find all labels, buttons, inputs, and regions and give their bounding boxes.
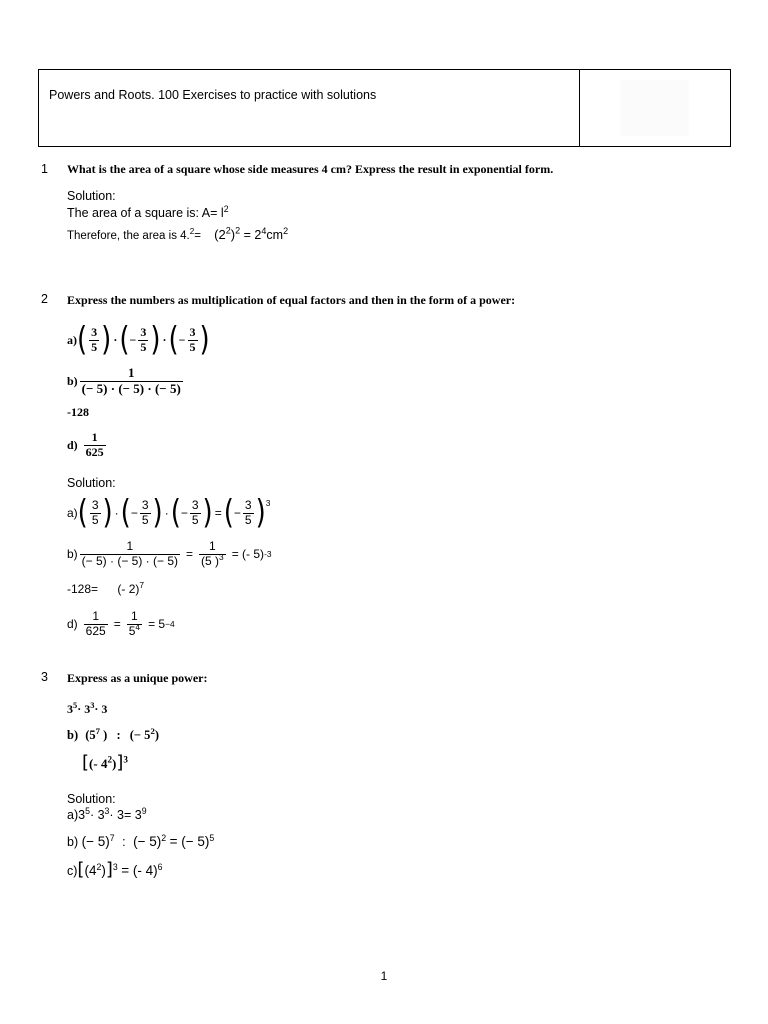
power-expression: $(2^2)^2$ (214, 225, 241, 242)
expression-c: -128 (67, 405, 89, 419)
paren: ) (102, 494, 113, 532)
solution-a: a) ( $\frac{3}{5}$ ) · ( − $\frac{3}{5}$ ) · ( − $\frac{3}{5}$ ) = ( − $\frac{3}{5}$ ) $^3$ (67, 494, 271, 532)
expression-b (67, 364, 185, 398)
item-label: c) (67, 864, 78, 878)
fraction (190, 499, 201, 528)
paren: ( (168, 321, 179, 359)
expression-right: (- 2) (117, 582, 140, 596)
expression-c (82, 754, 128, 772)
item-label: d) (67, 617, 78, 631)
base: (4 (84, 863, 97, 878)
header-box (38, 69, 731, 147)
solution-text: The area of a square is: A= l (67, 206, 224, 220)
paren: ) (152, 494, 163, 532)
item-label: b) (67, 373, 78, 388)
document-title: Powers and Roots. 100 Exercises to practice with solutions (49, 88, 377, 102)
fraction (80, 366, 183, 397)
numerator: 3 (91, 497, 99, 512)
fraction (90, 499, 101, 528)
exponent: 2 (189, 227, 195, 237)
numerator: 3 (91, 324, 98, 339)
paren: ( (77, 321, 88, 359)
fraction (140, 499, 151, 528)
paren: ) (150, 321, 161, 359)
exponent: 7 (139, 580, 145, 590)
result-text: = 2 (240, 228, 262, 242)
paren: ) (255, 494, 266, 532)
exponent: 4 (261, 226, 267, 237)
minus-sign: − (180, 506, 188, 520)
fraction (89, 326, 99, 355)
numerator: 3 (189, 324, 196, 339)
fraction (84, 610, 108, 639)
minus-sign: − (129, 332, 137, 347)
exponent: 3 (104, 805, 110, 816)
solution-b (67, 834, 214, 849)
exponent: 7 (95, 725, 101, 736)
exponent: 3 (123, 754, 128, 765)
denominator (199, 551, 226, 569)
base: (− 5 (129, 728, 151, 742)
denominator: 625 (85, 623, 106, 638)
fraction (127, 610, 142, 639)
numerator: 3 (191, 497, 199, 512)
denominator: 5 (140, 339, 147, 354)
numerator: 3 (140, 324, 147, 339)
base: 2 (218, 227, 226, 242)
minus-sign: − (178, 332, 186, 347)
denominator: (− 5) · (− 5) · (− 5) (81, 380, 181, 396)
multiply-dot: · (113, 332, 118, 347)
expression-part: · 3 (94, 702, 108, 716)
close-paren: ) (100, 728, 108, 742)
base: (− 5) (81, 834, 110, 849)
base: (- 4 (89, 756, 108, 771)
fraction (80, 540, 180, 569)
exercise-question: Express as a unique power: (67, 671, 208, 685)
exponent: 2 (235, 225, 241, 236)
equals-sign: = (113, 617, 121, 631)
fraction (188, 326, 198, 355)
multiply-dot: · (162, 332, 167, 347)
solution-c (67, 582, 144, 596)
item-label: d) (67, 437, 78, 452)
expression-part: · 3 (89, 808, 105, 822)
exponent: 5 (73, 701, 78, 710)
expression-b (67, 725, 159, 743)
numerator: 3 (141, 497, 149, 512)
numerator: 1 (209, 538, 216, 553)
colon: : (122, 835, 126, 849)
denominator: 5 (244, 512, 252, 527)
solution-line (67, 203, 229, 220)
paren: ( (170, 494, 181, 532)
paren: ( (77, 494, 88, 532)
exponent: 5 (209, 832, 215, 843)
close-paren: ) (112, 756, 117, 771)
exponent: 3 (90, 701, 95, 710)
base: 5 (128, 623, 136, 638)
solution-label: Solution: (67, 476, 116, 490)
solution-b: b) $\frac{1}{(- 5) \cdot (- 5) \cdot (- 5)}$ = $\frac{1}{(5 )^3}$ = (- 5) -3 (67, 538, 272, 568)
solution-label: Solution: (67, 792, 116, 806)
result: = (- 5) (231, 547, 265, 561)
numerator: 1 (127, 364, 135, 380)
fraction (138, 326, 148, 355)
equals-sign: = (214, 506, 222, 520)
result: = (- 4) (121, 863, 158, 878)
exercise-number: 1 (41, 162, 48, 176)
expression-part: · 3 (77, 702, 91, 716)
exponent: 2 (96, 861, 102, 872)
paren: ) (199, 321, 210, 359)
denominator: 5 (141, 512, 149, 527)
expression-a (67, 702, 107, 717)
bracket: [ (82, 752, 90, 773)
multiply-dot: · (164, 506, 169, 520)
denominator: 5 (91, 512, 99, 527)
exercise-question: Express the numbers as multiplication of equal factors and then in the form of a power: (67, 293, 516, 307)
fraction (199, 540, 226, 569)
expression-d (67, 429, 108, 461)
page-number: 1 (380, 969, 388, 983)
numerator: 1 (92, 608, 100, 623)
solution-c: $c)[(4^2)]^3$ = (- 4)$^6$ (67, 859, 163, 880)
unit: cm (266, 228, 284, 242)
equals-sign: = (186, 547, 194, 561)
solution-line (67, 227, 288, 242)
denominator: 5 (189, 339, 196, 354)
base: (− 5) (133, 834, 162, 849)
paren: ( (120, 494, 131, 532)
fraction (243, 499, 254, 528)
item-label: b) (67, 728, 79, 742)
exercise-number: 2 (41, 292, 48, 306)
numerator: 3 (244, 497, 252, 512)
expression-part: · 3= 3 (109, 808, 142, 822)
solution-label: Solution: (67, 189, 116, 203)
fraction (84, 431, 106, 460)
bracket: ] (116, 752, 124, 773)
exponent: 2 (161, 832, 167, 843)
exponent: 4 (135, 621, 141, 632)
base: 3 (67, 702, 73, 716)
denominator (127, 621, 142, 639)
exponent: 2 (107, 754, 112, 765)
exponent: 3 (219, 551, 224, 562)
base: (5 (85, 728, 96, 742)
numerator: 1 (126, 538, 134, 553)
base: a)3 (67, 808, 86, 822)
exponent: 2 (150, 725, 155, 736)
exponent: 2 (225, 225, 231, 236)
item-label: b) (67, 835, 79, 849)
bracket: ] (105, 859, 113, 880)
equals-sign: = (194, 230, 201, 242)
exponent: 2 (223, 203, 229, 214)
solution-a (67, 805, 147, 822)
numerator: 1 (91, 429, 98, 444)
denominator: 5 (191, 512, 199, 527)
close-paren: ) (154, 728, 159, 742)
logo-placeholder (621, 80, 689, 136)
minus-sign: − (130, 506, 138, 520)
exponent: 6 (157, 861, 163, 872)
solution-d: d) $\frac{1}{625}$ = $\frac{1}{5^4}$ = 5 −4 (67, 608, 175, 638)
result: = 5 (148, 617, 166, 631)
paren: ( (119, 321, 130, 359)
exercise-number: 3 (41, 670, 48, 684)
denominator: (− 5) · (− 5) · (− 5) (81, 553, 179, 568)
expression-left: -128= (67, 582, 99, 596)
base: (5 ) (201, 553, 220, 568)
denominator: 5 (91, 339, 98, 354)
item-label: a) (67, 506, 78, 520)
paren: ( (223, 494, 234, 532)
bracket: [ (77, 859, 85, 880)
multiply-dot: · (114, 506, 119, 520)
minus-sign: − (233, 506, 241, 520)
exercise-question: What is the area of a square whose side measures 4 cm? Express the result in exponential form. (67, 162, 554, 176)
expression-a (67, 322, 210, 358)
colon: : (116, 728, 121, 742)
exponent: 9 (141, 805, 147, 816)
exponent: 3 (112, 861, 118, 872)
paren: ) (202, 494, 213, 532)
numerator: 1 (131, 608, 138, 623)
exponent: 2 (283, 226, 289, 237)
exponent: 5 (85, 805, 90, 816)
item-label: b) (67, 547, 78, 561)
item-label: a) (67, 332, 77, 347)
header-divider (579, 70, 580, 146)
solution-text: Therefore, the area is 4. (67, 230, 190, 242)
paren: ) (101, 321, 112, 359)
result: = (− 5) (169, 834, 210, 849)
denominator: 625 (85, 444, 104, 459)
exponent: 7 (109, 832, 115, 843)
